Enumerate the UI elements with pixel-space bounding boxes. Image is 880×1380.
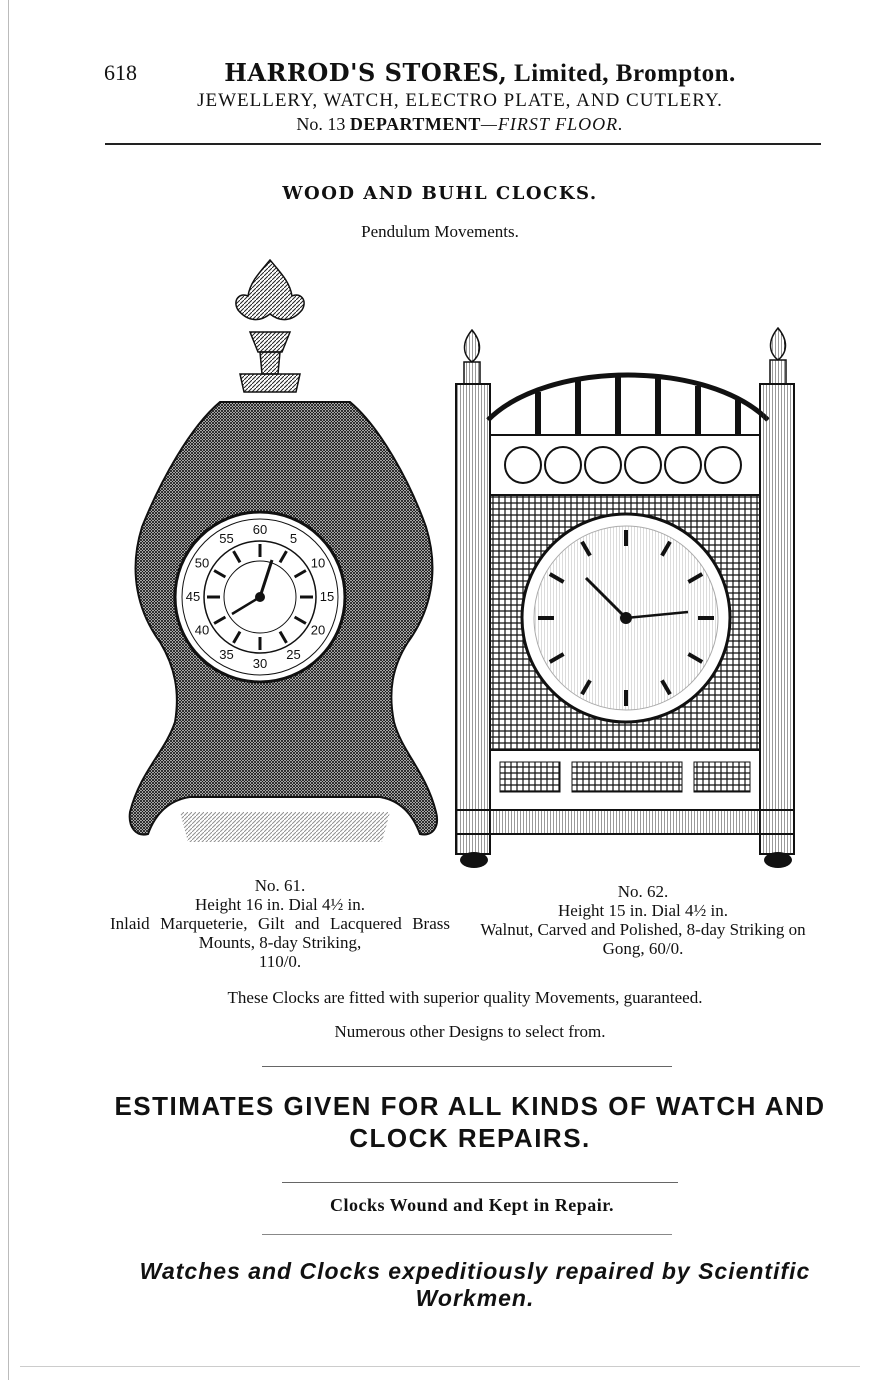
estimates-heading: [90, 1090, 850, 1154]
store-name: HARROD'S STORES,: [224, 58, 508, 87]
clock-62-number: No. 62.: [617, 882, 669, 901]
dial-number: 50: [194, 555, 210, 571]
estimates-line-1: ESTIMATES GIVEN FOR ALL KINDS OF WATCH AND: [114, 1091, 826, 1121]
section-title: WOOD AND BUHL CLOCKS.: [282, 183, 598, 204]
clock-61-price: 110/0.: [258, 952, 302, 971]
page-edge: [8, 0, 9, 1380]
dial-number: 60: [252, 522, 268, 537]
page-edge-bottom: [20, 1366, 860, 1367]
dial-number: 45: [185, 589, 201, 604]
dial-number: 15: [319, 589, 335, 604]
separator-rule: [262, 1234, 672, 1235]
page-number: 618: [104, 60, 137, 85]
clock-62-illustration: [448, 320, 808, 872]
department-word: DEPARTMENT: [349, 114, 481, 134]
dial-number: 20: [310, 622, 326, 638]
store-title: [224, 58, 736, 88]
department-line: [100, 114, 820, 135]
dial-number: 5: [289, 531, 298, 546]
dial-number: 55: [219, 531, 234, 546]
clock-62-dimensions: Height 15 in. Dial 4½ in.: [558, 901, 728, 920]
clock-62-description: Walnut, Carved and Polished, 8-day Striking on Gong, 60/0.: [480, 920, 806, 958]
separator-rule: [282, 1182, 678, 1183]
dial-number: 40: [194, 622, 210, 638]
clock-61-number: No. 61.: [254, 876, 306, 895]
finial: [236, 260, 304, 392]
department-number: No. 13: [296, 114, 346, 134]
page-header: [100, 58, 820, 135]
clock-61-caption: [110, 876, 450, 971]
clock-61-illustration: [120, 252, 450, 872]
designs-note: Numerous other Designs to select from.: [334, 1022, 606, 1041]
dial-number: 30: [252, 656, 268, 671]
wound-repair-line: Clocks Wound and Kept in Repair.: [329, 1195, 615, 1215]
header-rule: [105, 143, 821, 145]
dial-number: 10: [310, 555, 326, 571]
store-suffix: Limited, Brompton.: [514, 60, 736, 87]
clock-61-description: Inlaid Marqueterie, Gilt and Lacquered Brass Mounts, 8-day Striking,: [110, 914, 450, 952]
separator-rule: [262, 1066, 672, 1067]
department-subtitle: JEWELLERY, WATCH, ELECTRO PLATE, AND CUTLERY.: [197, 90, 723, 111]
clock-61-dimensions: Height 16 in. Dial 4½ in.: [195, 895, 365, 914]
estimates-line-2: CLOCK REPAIRS.: [349, 1123, 591, 1153]
dial-number: 25: [286, 647, 301, 662]
section-subtitle: Pendulum Movements.: [361, 222, 519, 241]
quality-note: These Clocks are fitted with superior quality Movements, guaranteed.: [227, 988, 703, 1007]
dial-number: 35: [219, 647, 234, 662]
department-floor: —FIRST FLOOR.: [480, 114, 624, 134]
watches-line: Watches and Clocks expeditiously repaired by Scientific Workmen.: [139, 1258, 811, 1311]
clock-62-caption: [478, 882, 808, 958]
